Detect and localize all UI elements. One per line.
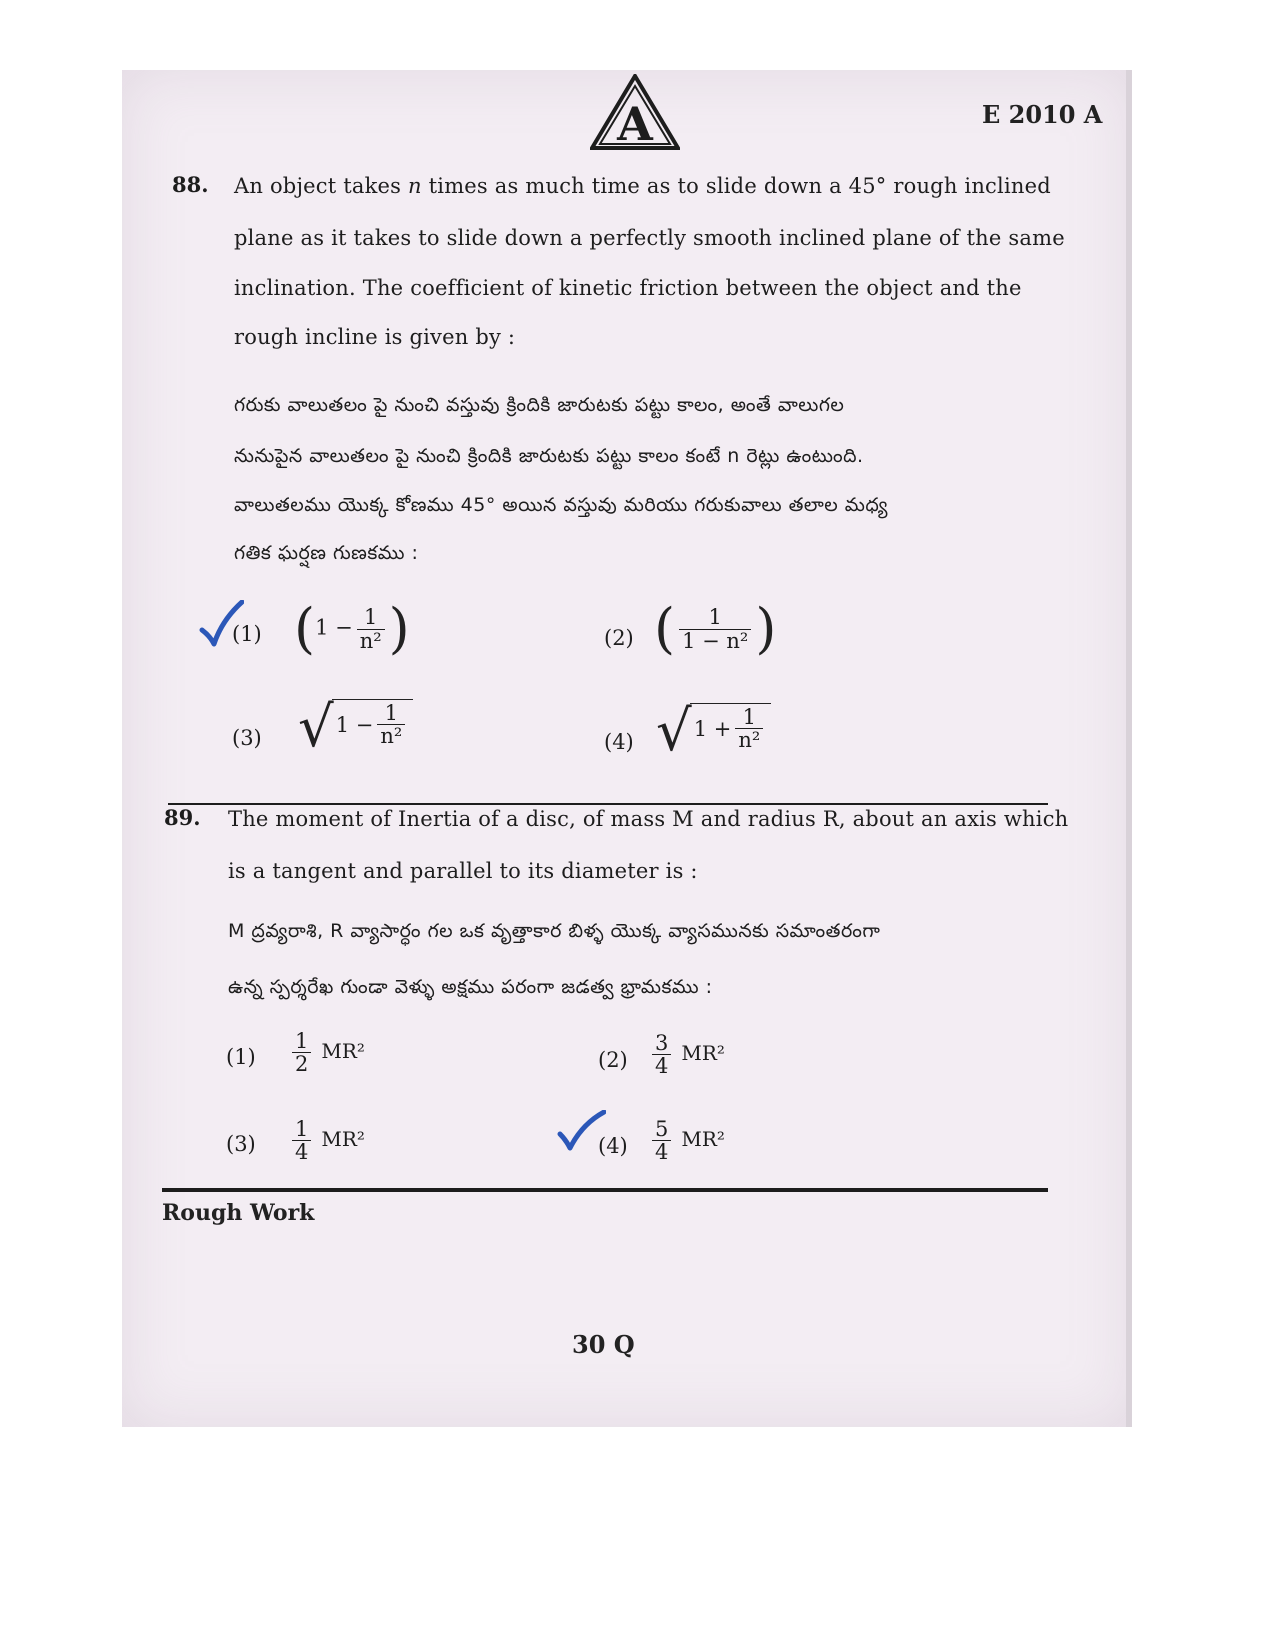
paper-code: E 2010 A <box>982 100 1103 129</box>
q89-option-2-label: (2) <box>598 1048 628 1072</box>
question-88-telugu-line2: నునుపైన వాలుతలం పై నుంచి క్రిందికి జారుటకు పట్టు కాలం కంటే n రెట్లు ఉంటుంది. <box>234 445 864 467</box>
q88-option-2-label: (2) <box>604 626 634 650</box>
rough-work-label: Rough Work <box>162 1200 315 1226</box>
q89-option-2-expression: $\frac{3}{4}$ MR² <box>648 1032 725 1077</box>
q89-option-4-expression: $\frac{5}{4}$ MR² <box>648 1118 725 1163</box>
q88-option-1-label: (1) <box>232 622 262 646</box>
question-88-number: 88. <box>172 172 209 197</box>
q89-option-3-expression: $\frac{1}{4}$ MR² <box>288 1118 365 1163</box>
question-88-english-line3: inclination. The coefficient of kinetic friction between the object and the <box>234 276 1022 300</box>
exam-page <box>122 70 1132 1427</box>
question-88-english-line4: rough incline is given by : <box>234 325 516 349</box>
question-divider <box>168 803 1048 805</box>
q89-option-1-label: (1) <box>226 1045 256 1069</box>
question-89-english-line2: is a tangent and parallel to its diameter is : <box>228 859 698 883</box>
svg-text:A: A <box>617 97 653 150</box>
question-89-telugu-line1: M ద్రవ్యరాశి, R వ్యాసార్ధం గల ఒక వృత్తాకార బిళ్ళ యొక్క వ్యాసమునకు సమాంతరంగా <box>228 920 881 942</box>
q89-option-4-label: (4) <box>598 1134 628 1158</box>
q89-option-3-label: (3) <box>226 1132 256 1156</box>
q88-option-4-label: (4) <box>604 730 634 754</box>
question-88-english-line2: plane as it takes to slide down a perfectly smooth inclined plane of the same <box>234 226 1065 250</box>
rough-work-divider <box>162 1188 1048 1192</box>
question-88-english-line1: An object takes n times as much time as to slide down a 45° rough inclined <box>234 174 1051 198</box>
question-88-telugu-line3: వాలుతలము యొక్క కోణము 45° అయిన వస్తువు మరియు గరుకువాలు తలాల మధ్య <box>234 494 888 516</box>
page-number: 30 Q <box>572 1330 635 1359</box>
question-89-english-line1: The moment of Inertia of a disc, of mass M and radius R, about an axis which <box>228 807 1069 831</box>
q88-option-2-expression: ( $\frac{1}{\text{1 − n²}}$ ) <box>654 597 777 660</box>
q88-option-1-expression: (1 − $\frac{1}{\text{n²}}$ ) <box>294 597 410 660</box>
question-88-telugu-line1: గరుకు వాలుతలం పై నుంచి వస్తువు క్రిందికి జారుటకు పట్టు కాలం, అంతే వాలుగల <box>234 394 845 416</box>
q88-option-3-label: (3) <box>232 726 262 750</box>
q89-option-1-expression: $\frac{1}{2}$ MR² <box>288 1030 365 1075</box>
q88-option-3-expression: √ 1 − $\frac{1}{\text{n²}}$ <box>298 700 413 756</box>
question-89-telugu-line2: ఉన్న స్పర్శరేఖ గుండా వెళ్ళు అక్షము పరంగా జడత్వ భ్రామకము : <box>228 976 713 998</box>
series-a-logo <box>590 74 680 150</box>
question-89-number: 89. <box>164 805 201 830</box>
question-88-telugu-line4: గతిక ఘర్షణ గుణకము : <box>234 542 419 564</box>
q88-option-4-expression: √ 1 + $\frac{1}{\text{n²}}$ <box>656 704 771 760</box>
